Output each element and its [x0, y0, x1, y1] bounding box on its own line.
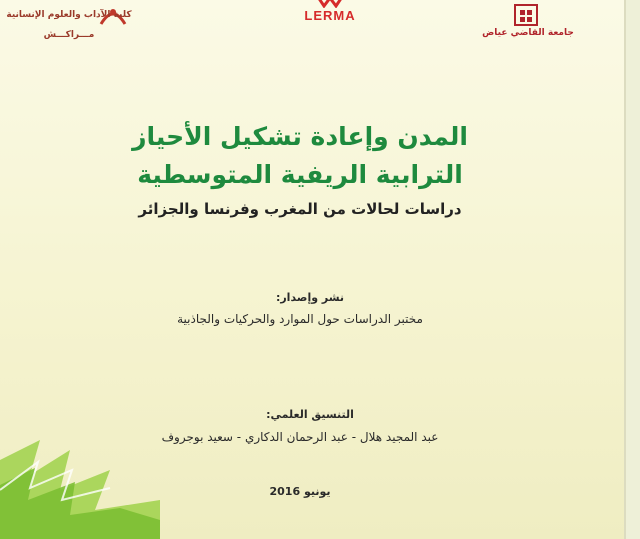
coordinators-names: عبد المجيد هلال - عبد الرحمان الدكاري - سعيد بوجروف	[161, 430, 439, 444]
university-emblem-icon	[514, 4, 538, 26]
lerma-logo	[290, 0, 370, 30]
publisher-name: مختبر الدراسات حول الموارد والحركيات والجاذبية	[177, 312, 423, 326]
faculty-name-line-2: مـــراكـــش	[43, 30, 95, 40]
faculty-logo	[5, 2, 140, 48]
university-name: جامعة القاضي عياض	[482, 28, 574, 38]
coordination-label: التنسيق العلمي:	[266, 408, 354, 421]
publisher-label: نشر وإصدار:	[275, 291, 345, 304]
page-edge	[624, 0, 640, 539]
faculty-name-line-1: كلية الآداب والعلوم الإنسانية	[6, 10, 132, 20]
book-title-line-2: الترابية الريفية المتوسطية	[137, 160, 463, 189]
book-subtitle: دراسات لحالات من المغرب وفرنسا والجزائر	[138, 200, 462, 218]
logo-bar	[0, 0, 640, 60]
decorative-corner-shape	[0, 430, 160, 539]
lerma-emblem-icon	[310, 0, 350, 8]
lerma-wordmark: LERMA	[304, 8, 356, 23]
publication-date: يونيو 2016	[269, 485, 331, 498]
university-logo	[478, 2, 578, 48]
book-title-line-1: المدن وإعادة تشكيل الأحياز	[132, 122, 468, 151]
